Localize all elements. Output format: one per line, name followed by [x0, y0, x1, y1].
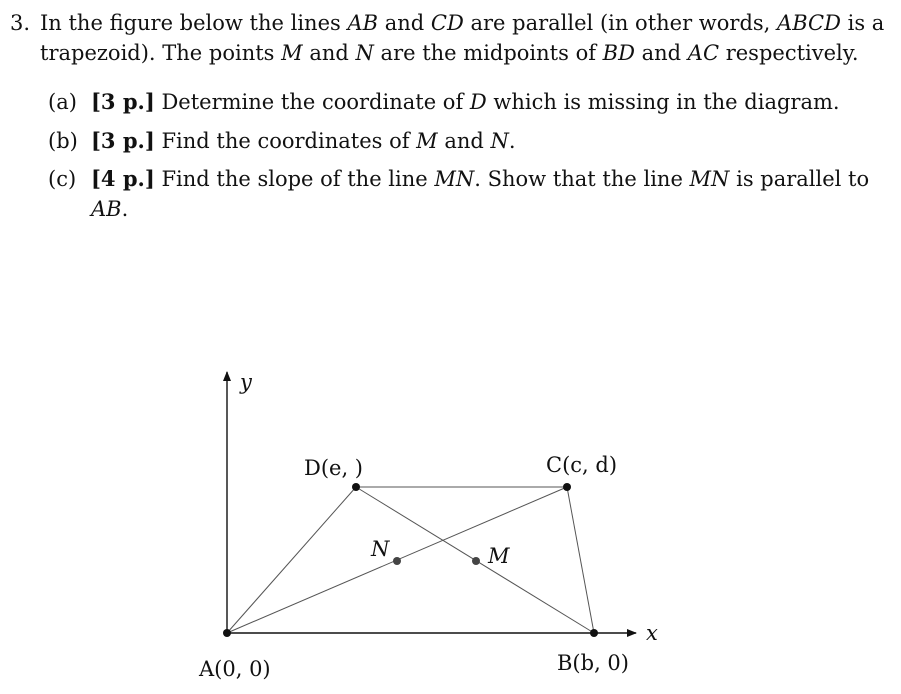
part-a-label: (a): [48, 90, 77, 114]
label-d: D(e, ): [304, 456, 364, 480]
intro-text: are parallel (in other words,: [463, 11, 778, 35]
point-m: M: [281, 41, 303, 65]
problem-number: 3.: [10, 11, 31, 35]
intro-text: and: [378, 11, 431, 35]
intro-text: are the midpoints of: [373, 41, 603, 65]
point-d-dot: [352, 483, 360, 491]
part-text: .: [121, 197, 129, 221]
intro-text: is a: [840, 11, 885, 35]
label-b: B(b, 0): [557, 651, 629, 675]
part-text: . Show that the line: [474, 167, 690, 191]
var-mn: MN: [434, 167, 475, 191]
var-m: M: [416, 129, 438, 153]
label-c: C(c, d): [546, 453, 618, 477]
segment-bd: BD: [602, 41, 635, 65]
segment-ac: AC: [687, 41, 720, 65]
point-n: N: [355, 41, 374, 65]
part-text: Determine the coordinate of: [154, 90, 470, 114]
part-text: .: [508, 129, 516, 153]
part-b-label: (b): [48, 129, 78, 153]
var-n: N: [490, 129, 509, 153]
part-text: and: [437, 129, 491, 153]
segment-cd: CD: [430, 11, 464, 35]
point-a-dot: [223, 629, 231, 637]
label-n: N: [371, 537, 390, 561]
x-axis-label: x: [646, 621, 658, 645]
part-c-points: [4 p.]: [91, 166, 155, 191]
point-c-dot: [563, 483, 571, 491]
part-c-label: (c): [48, 167, 77, 191]
label-m: M: [488, 544, 510, 568]
point-b-dot: [590, 629, 598, 637]
side-ad: [227, 487, 356, 633]
part-b-points: [3 p.]: [91, 128, 155, 153]
side-cb: [567, 487, 594, 633]
point-n-dot: [393, 557, 401, 565]
part-text: Find the coordinates of: [154, 129, 417, 153]
intro-text: and: [302, 41, 356, 65]
var-d: D: [469, 90, 487, 114]
part-text: Find the slope of the line: [154, 167, 435, 191]
intro-text: trapezoid). The points: [40, 41, 282, 65]
segment-ab: AB: [347, 11, 379, 35]
intro-text: In the figure below the lines: [40, 11, 348, 35]
label-a: A(0, 0): [199, 657, 271, 681]
intro-text: respectively.: [719, 41, 859, 65]
quad-abcd: ABCD: [777, 11, 841, 35]
point-m-dot: [472, 557, 480, 565]
part-a-points: [3 p.]: [91, 89, 155, 114]
var-ab: AB: [91, 197, 122, 221]
part-text: which is missing in the diagram.: [486, 90, 840, 114]
var-mn: MN: [689, 167, 730, 191]
part-text: is parallel to: [729, 167, 870, 191]
y-axis-label: y: [240, 370, 252, 394]
intro-text: and: [634, 41, 688, 65]
